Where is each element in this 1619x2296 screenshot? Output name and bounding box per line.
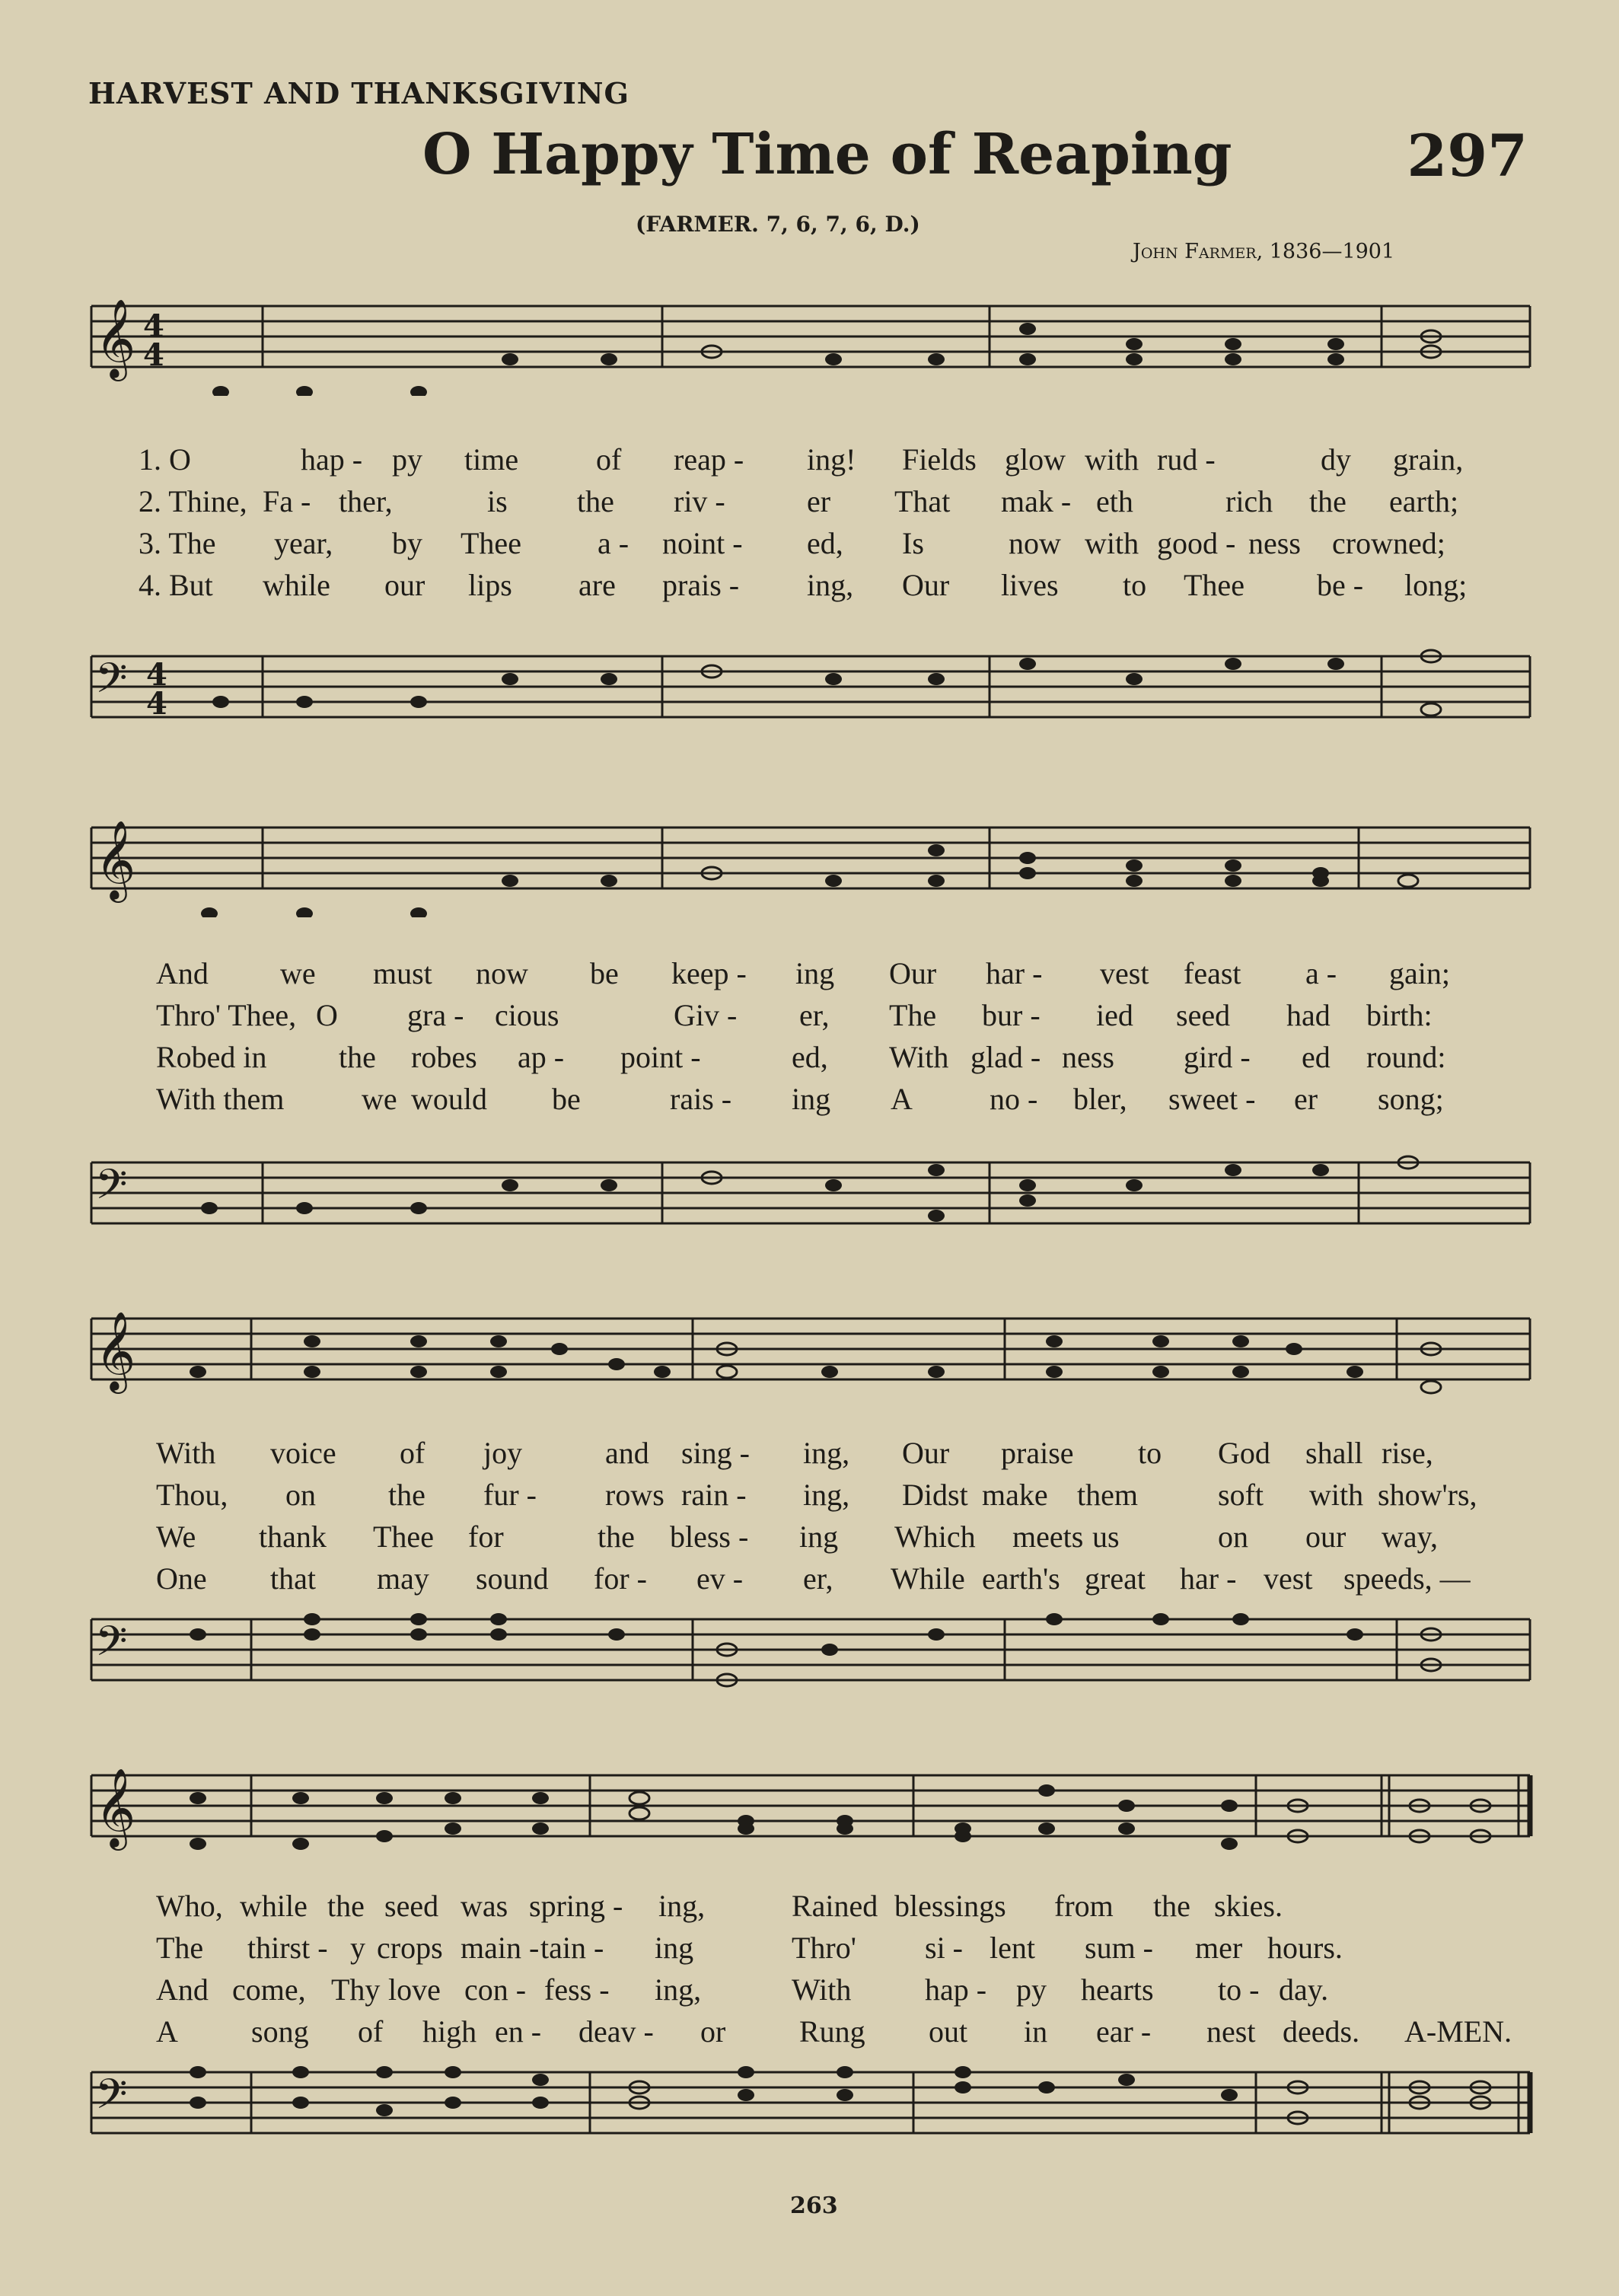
syllable: er, — [803, 1561, 833, 1596]
syllable: meets — [1012, 1520, 1084, 1554]
syllable: the — [327, 1889, 365, 1923]
syllable: We — [156, 1520, 196, 1554]
syllable: we — [362, 1082, 397, 1116]
syllable: hearts — [1081, 1972, 1154, 2007]
syllable: ing — [655, 1931, 694, 1965]
verse-4-line-4 — [0, 2014, 1619, 2053]
syllable: of — [358, 2014, 384, 2049]
syllable: ap - — [518, 1040, 565, 1074]
syllable: ness — [1062, 1040, 1114, 1074]
tune-name: (FARMER. 7, 6, 7, 6, D.) — [636, 212, 920, 237]
bass-staff-system-3 — [0, 1602, 1619, 1709]
syllable: ness — [1248, 526, 1301, 560]
syllable: no - — [990, 1082, 1038, 1116]
syllable: 3. The — [139, 526, 216, 560]
syllable: With — [889, 1040, 949, 1074]
syllable: robes — [411, 1040, 477, 1074]
syllable: er — [1294, 1082, 1318, 1116]
syllable: One — [156, 1561, 207, 1596]
syllable: Our — [889, 956, 937, 990]
syllable: deeds. — [1283, 2014, 1360, 2049]
syllable: earth's — [982, 1561, 1060, 1596]
syllable: Fa - — [263, 484, 311, 518]
syllable: prais - — [662, 568, 740, 602]
syllable: main - — [461, 1931, 540, 1965]
syllable: While — [891, 1561, 965, 1596]
syllable: Rained — [792, 1889, 878, 1923]
syllable: the — [577, 484, 614, 518]
bass-staff-system-1 — [0, 639, 1619, 738]
syllable: thank — [259, 1520, 327, 1554]
syllable: gird - — [1184, 1040, 1251, 1074]
syllable: ied — [1096, 998, 1133, 1032]
syllable: joy — [483, 1436, 523, 1470]
verse-2-line-3 — [0, 1477, 1619, 1516]
syllable: y — [350, 1931, 365, 1965]
syllable: 1. O — [139, 442, 191, 477]
syllable: With — [792, 1972, 852, 2007]
syllable: with — [1085, 442, 1139, 477]
syllable: song; — [1378, 1082, 1444, 1116]
syllable: noint - — [662, 526, 743, 560]
syllable: And — [156, 956, 209, 990]
syllable: we — [280, 956, 316, 990]
syllable: feast — [1184, 956, 1241, 990]
syllable: Our — [902, 1436, 950, 1470]
page-number: 263 — [790, 2192, 838, 2219]
syllable: har - — [1180, 1561, 1237, 1596]
syllable: eth — [1096, 484, 1133, 518]
syllable: py — [392, 442, 422, 477]
syllable: ther, — [339, 484, 393, 518]
syllable: of — [596, 442, 622, 477]
treble-staff-system-2 — [0, 818, 1619, 917]
syllable: that — [270, 1561, 316, 1596]
syllable: our — [384, 568, 425, 602]
syllable: to — [1138, 1436, 1162, 1470]
treble-staff-system-1 — [0, 297, 1619, 396]
syllable: come, — [232, 1972, 306, 2007]
syllable: rain - — [681, 1478, 747, 1512]
syllable: the — [388, 1478, 425, 1512]
syllable: ing — [792, 1082, 831, 1116]
syllable: praise — [1001, 1436, 1074, 1470]
syllable: A-MEN. — [1404, 2014, 1512, 2049]
syllable: A — [156, 2014, 178, 2049]
syllable: to - — [1218, 1972, 1260, 2007]
syllable: time — [464, 442, 519, 477]
syllable: sweet - — [1168, 1082, 1256, 1116]
syllable: point - — [620, 1040, 701, 1074]
syllable: with — [1085, 526, 1139, 560]
syllable: in — [1024, 2014, 1048, 2049]
syllable: us — [1092, 1520, 1120, 1554]
verse-3-line-3 — [0, 1519, 1619, 1558]
syllable: while — [240, 1889, 308, 1923]
syllable: ev - — [696, 1561, 744, 1596]
syllable: cious — [495, 998, 559, 1032]
syllable: speeds, — — [1343, 1561, 1471, 1596]
syllable: Thou, — [156, 1478, 228, 1512]
syllable: vest — [1264, 1561, 1313, 1596]
syllable: ed — [1302, 1040, 1331, 1074]
syllable: lives — [1001, 568, 1059, 602]
verse-1-line-1 — [0, 442, 1619, 481]
syllable: skies. — [1214, 1889, 1283, 1923]
syllable: on — [1218, 1520, 1248, 1554]
treble-staff-system-3 — [0, 1309, 1619, 1408]
syllable: earth; — [1389, 484, 1459, 518]
verse-2-line-4 — [0, 1930, 1619, 1969]
syllable: O — [316, 998, 338, 1032]
syllable: The — [156, 1931, 204, 1965]
verse-1-line-2 — [0, 955, 1619, 995]
svg-text:4: 4 — [143, 337, 164, 373]
syllable: grain, — [1393, 442, 1464, 477]
syllable: 2. Thine, — [139, 484, 247, 518]
syllable: Is — [902, 526, 924, 560]
syllable: Didst — [902, 1478, 968, 1512]
syllable: be — [552, 1082, 581, 1116]
svg-text:𝄞: 𝄞 — [95, 298, 136, 378]
syllable: ing, — [655, 1972, 702, 2007]
syllable: bler, — [1073, 1082, 1127, 1116]
verse-4-line-2 — [0, 1081, 1619, 1121]
syllable: Thee — [461, 526, 521, 560]
syllable: birth: — [1366, 998, 1433, 1032]
syllable: en - — [495, 2014, 542, 2049]
svg-text:4: 4 — [146, 657, 167, 693]
syllable: God — [1218, 1436, 1270, 1470]
syllable: Giv - — [674, 998, 738, 1032]
svg-text:𝄞: 𝄞 — [95, 1311, 136, 1391]
syllable: And — [156, 1972, 209, 2007]
verse-4-line-1 — [0, 567, 1619, 607]
syllable: the — [1153, 1889, 1190, 1923]
svg-text:𝄢: 𝄢 — [95, 2070, 128, 2129]
syllable: with — [1309, 1478, 1364, 1512]
syllable: good - — [1157, 526, 1236, 560]
syllable: out — [929, 2014, 968, 2049]
syllable: fess - — [544, 1972, 610, 2007]
syllable: rais - — [670, 1082, 732, 1116]
syllable: bur - — [982, 998, 1041, 1032]
syllable: ing — [799, 1520, 839, 1554]
bass-staff-system-4 — [0, 2055, 1619, 2170]
syllable: the — [598, 1520, 635, 1554]
svg-text:𝄢: 𝄢 — [95, 1617, 128, 1676]
verse-3-line-1 — [0, 525, 1619, 565]
syllable: mak - — [1001, 484, 1072, 518]
syllable: by — [392, 526, 422, 560]
syllable: mer — [1195, 1931, 1243, 1965]
syllable: glad - — [970, 1040, 1041, 1074]
syllable: song — [251, 2014, 309, 2049]
syllable: seed — [384, 1889, 439, 1923]
syllable: hap - — [925, 1972, 987, 2007]
syllable: now — [476, 956, 528, 990]
syllable: spring - — [529, 1889, 623, 1923]
section-heading: HARVEST AND THANKSGIVING — [88, 76, 629, 110]
syllable: 4. But — [139, 568, 213, 602]
syllable: was — [461, 1889, 508, 1923]
syllable: dy — [1321, 442, 1351, 477]
bass-staff-system-2 — [0, 1146, 1619, 1245]
syllable: is — [487, 484, 508, 518]
syllable: si - — [925, 1931, 963, 1965]
hymn-number: 297 — [1407, 122, 1528, 190]
syllable: con - — [464, 1972, 527, 2007]
syllable: or — [700, 2014, 726, 2049]
syllable: ing, — [803, 1436, 850, 1470]
syllable: lent — [990, 1931, 1035, 1965]
syllable: hours. — [1267, 1931, 1343, 1965]
syllable: make — [982, 1478, 1048, 1512]
syllable: rud - — [1157, 442, 1216, 477]
syllable: high — [422, 2014, 477, 2049]
syllable: nest — [1206, 2014, 1256, 2049]
verse-3-line-2 — [0, 1039, 1619, 1079]
syllable: round: — [1366, 1040, 1446, 1074]
syllable: vest — [1100, 956, 1149, 990]
syllable: had — [1286, 998, 1331, 1032]
syllable: er — [807, 484, 831, 518]
syllable: shall — [1305, 1436, 1363, 1470]
syllable: Thy — [331, 1972, 381, 2007]
syllable: now — [1009, 526, 1061, 560]
syllable: py — [1016, 1972, 1047, 2007]
treble-staff-system-4 — [0, 1766, 1619, 1865]
syllable: tain - — [540, 1931, 604, 1965]
syllable: must — [373, 956, 432, 990]
syllable: blessings — [894, 1889, 1006, 1923]
syllable: gra - — [407, 998, 464, 1032]
syllable: show'rs, — [1378, 1478, 1477, 1512]
syllable: Which — [894, 1520, 976, 1554]
svg-text:𝄞: 𝄞 — [95, 1768, 136, 1848]
syllable: bless - — [670, 1520, 749, 1554]
syllable: may — [377, 1561, 429, 1596]
syllable: great — [1085, 1561, 1146, 1596]
syllable: on — [285, 1478, 316, 1512]
syllable: year, — [274, 526, 333, 560]
syllable: That — [894, 484, 951, 518]
syllable: fur - — [483, 1478, 537, 1512]
syllable: thirst - — [247, 1931, 328, 1965]
syllable: ed, — [792, 1040, 828, 1074]
syllable: them — [1077, 1478, 1138, 1512]
syllable: day. — [1279, 1972, 1329, 2007]
syllable: a - — [1305, 956, 1337, 990]
syllable: the — [1309, 484, 1347, 518]
syllable: Robed in — [156, 1040, 267, 1074]
syllable: be - — [1317, 568, 1364, 602]
syllable: ing, — [658, 1889, 706, 1923]
syllable: rich — [1225, 484, 1273, 518]
syllable: A — [891, 1082, 913, 1116]
syllable: Our — [902, 568, 950, 602]
syllable: our — [1305, 1520, 1347, 1554]
verse-2-line-2 — [0, 997, 1619, 1037]
syllable: crowned; — [1332, 526, 1445, 560]
syllable: gain; — [1389, 956, 1450, 990]
syllable: are — [578, 568, 616, 602]
syllable: love — [388, 1972, 441, 2007]
syllable: voice — [270, 1436, 336, 1470]
syllable: ing — [795, 956, 835, 990]
syllable: ing, — [807, 568, 854, 602]
syllable: hap - — [301, 442, 363, 477]
syllable: ear - — [1096, 2014, 1152, 2049]
svg-text:𝄢: 𝄢 — [95, 654, 128, 713]
syllable: for — [468, 1520, 504, 1554]
verse-1-line-3 — [0, 1435, 1619, 1475]
syllable: from — [1054, 1889, 1114, 1923]
syllable: glow — [1005, 442, 1066, 477]
composer-credit: John Farmer, 1836—1901 — [1133, 240, 1395, 263]
syllable: riv - — [674, 484, 725, 518]
svg-text:𝄢: 𝄢 — [95, 1160, 128, 1219]
syllable: ed, — [807, 526, 843, 560]
verse-2-line-1 — [0, 483, 1619, 523]
syllable: rise, — [1382, 1436, 1433, 1470]
svg-text:4: 4 — [143, 308, 164, 344]
syllable: With them — [156, 1082, 285, 1116]
syllable: keep - — [671, 956, 747, 990]
syllable: reap - — [674, 442, 744, 477]
syllable: long; — [1404, 568, 1468, 602]
syllable: seed — [1176, 998, 1231, 1032]
syllable: Rung — [799, 2014, 865, 2049]
syllable: ing! — [807, 442, 856, 477]
syllable: a - — [598, 526, 629, 560]
syllable: crops — [377, 1931, 443, 1965]
svg-text:4: 4 — [146, 686, 167, 722]
syllable: way, — [1382, 1520, 1439, 1554]
syllable: for - — [594, 1561, 647, 1596]
syllable: of — [400, 1436, 425, 1470]
syllable: Thro' — [792, 1931, 856, 1965]
syllable: soft — [1218, 1478, 1264, 1512]
svg-text:𝄞: 𝄞 — [95, 820, 136, 900]
syllable: to — [1123, 568, 1147, 602]
verse-1-line-4 — [0, 1888, 1619, 1928]
syllable: sum - — [1085, 1931, 1153, 1965]
syllable: The — [889, 998, 937, 1032]
syllable: Fields — [902, 442, 977, 477]
syllable: er, — [799, 998, 830, 1032]
verse-4-line-3 — [0, 1561, 1619, 1600]
syllable: be — [590, 956, 619, 990]
syllable: lips — [468, 568, 512, 602]
syllable: while — [263, 568, 330, 602]
syllable: With — [156, 1436, 216, 1470]
hymn-title: O Happy Time of Reaping — [422, 122, 1232, 187]
syllable: ing, — [803, 1478, 850, 1512]
syllable: sing - — [681, 1436, 750, 1470]
syllable: Thro' Thee, — [156, 998, 297, 1032]
syllable: rows — [605, 1478, 664, 1512]
syllable: and — [605, 1436, 649, 1470]
syllable: Who, — [156, 1889, 223, 1923]
syllable: deav - — [578, 2014, 654, 2049]
verse-3-line-4 — [0, 1972, 1619, 2011]
syllable: sound — [476, 1561, 549, 1596]
syllable: har - — [986, 956, 1043, 990]
syllable: the — [339, 1040, 376, 1074]
syllable: Thee — [1184, 568, 1245, 602]
syllable: Thee — [373, 1520, 434, 1554]
syllable: would — [411, 1082, 487, 1116]
